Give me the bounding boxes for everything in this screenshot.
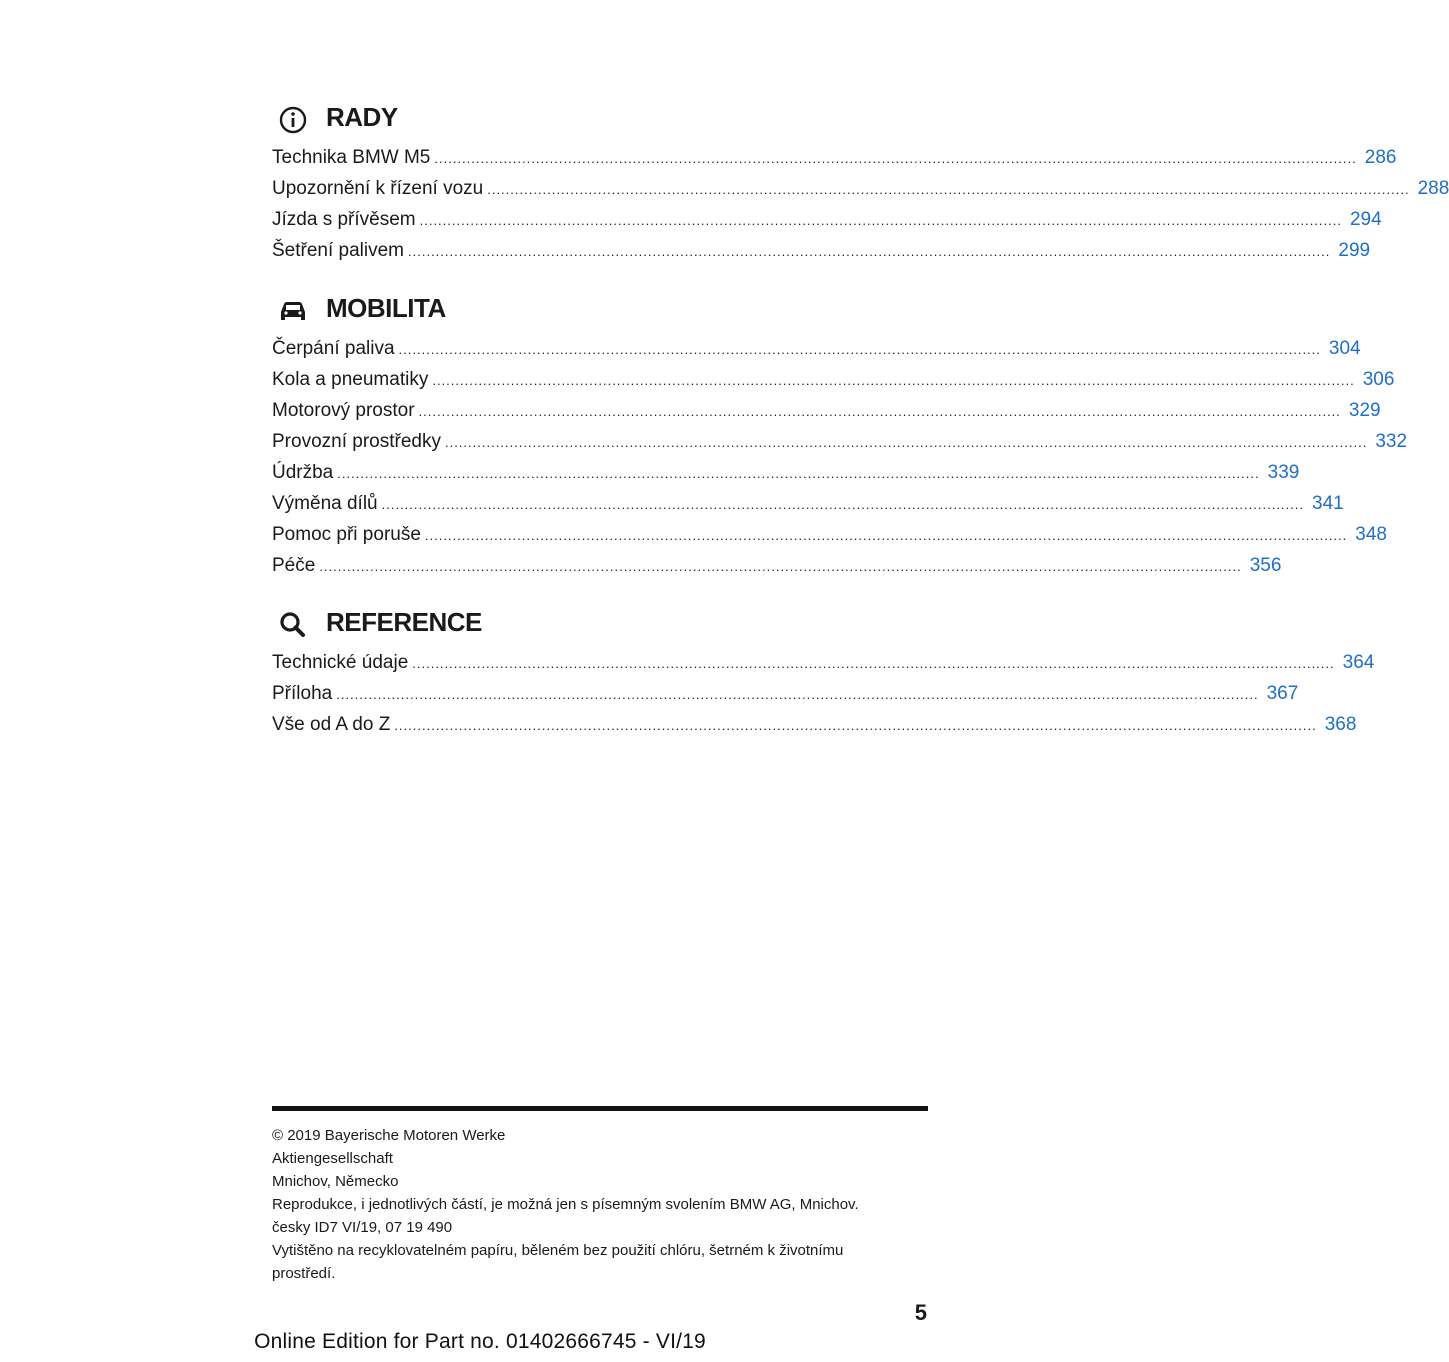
section-header bbox=[272, 100, 928, 140]
leader-dots: ........................................................................................................................................................................................................ bbox=[394, 718, 1317, 733]
toc-entry-page-link[interactable]: 339 bbox=[1267, 462, 1300, 483]
toc-entry-label: Jízda s přívěsem bbox=[272, 209, 416, 230]
toc-entry[interactable] bbox=[272, 457, 1300, 488]
toc-entry-page-link[interactable]: 299 bbox=[1338, 240, 1371, 261]
car-icon bbox=[276, 293, 310, 327]
divider-rule bbox=[272, 1106, 928, 1111]
toc-entry[interactable] bbox=[272, 709, 1357, 740]
imprint-line: © 2019 Bayerische Motoren Werke bbox=[272, 1127, 506, 1144]
toc-entry-page-link[interactable]: 367 bbox=[1266, 683, 1299, 704]
leader-dots: ........................................................................................................................................................................................................ bbox=[424, 528, 1348, 543]
section-rady bbox=[272, 100, 1449, 266]
toc-entry-label: Péče bbox=[272, 555, 316, 576]
toc-entry-label: Technika BMW M5 bbox=[272, 147, 431, 168]
imprint-line: Aktiengesellschaft bbox=[272, 1150, 393, 1167]
leader-dots: ........................................................................................................................................................................................................ bbox=[487, 182, 1410, 197]
toc-entry-label: Příloha bbox=[272, 683, 333, 704]
leader-dots: ........................................................................................................................................................................................................ bbox=[434, 151, 1357, 166]
leader-dots: ........................................................................................................................................................................................................ bbox=[419, 213, 1342, 228]
page-number: 5 bbox=[914, 1300, 927, 1325]
toc-entry[interactable] bbox=[272, 488, 1344, 519]
toc-entry-page-link[interactable]: 294 bbox=[1349, 209, 1382, 230]
imprint-line: Mnichov, Německo bbox=[272, 1173, 399, 1190]
imprint-line: Vytištěno na recyklovatelném papíru, běleném bez použití chlóru, šetrném k životnímu bbox=[272, 1242, 844, 1259]
leader-dots: ........................................................................................................................................................................................................ bbox=[337, 466, 1260, 481]
toc-entry[interactable] bbox=[272, 364, 1395, 395]
toc-entry[interactable] bbox=[272, 333, 1361, 364]
imprint-line: prostředí. bbox=[272, 1265, 336, 1282]
toc-entry-page-link[interactable]: 364 bbox=[1342, 652, 1375, 673]
section-header bbox=[272, 605, 928, 645]
toc-entry-label: Upozornění k řízení vozu bbox=[272, 178, 484, 199]
toc-entry[interactable] bbox=[272, 235, 1371, 266]
toc-entry-label: Šetření palivem bbox=[272, 240, 405, 261]
leader-dots: ........................................................................................................................................................................................................ bbox=[398, 342, 1321, 357]
leader-dots: ........................................................................................................................................................................................................ bbox=[432, 373, 1355, 388]
toc-entry[interactable] bbox=[272, 204, 1382, 235]
toc-entry[interactable] bbox=[272, 395, 1381, 426]
section-title: REFERENCE bbox=[326, 607, 482, 637]
toc-entry[interactable] bbox=[272, 142, 1397, 173]
toc-entry-page-link[interactable]: 306 bbox=[1362, 369, 1395, 390]
leader-dots: ........................................................................................................................................................................................................ bbox=[336, 687, 1259, 702]
toc-entry-label: Technické údaje bbox=[272, 652, 409, 673]
toc-entry-page-link[interactable]: 348 bbox=[1355, 524, 1387, 545]
imprint-line: česky ID7 VI/19, 07 19 490 bbox=[272, 1219, 453, 1236]
leader-dots: ........................................................................................................................................................................................................ bbox=[319, 559, 1242, 574]
toc-entry[interactable] bbox=[272, 678, 1299, 709]
toc-entry-label: Údržba bbox=[272, 462, 334, 483]
imprint bbox=[272, 1124, 928, 1285]
toc-entry-label: Výměna dílů bbox=[272, 493, 378, 514]
toc-entry-page-link[interactable]: 329 bbox=[1348, 400, 1381, 421]
toc-entry-page-link[interactable]: 288 bbox=[1417, 178, 1449, 199]
toc-entry[interactable] bbox=[272, 426, 1408, 457]
leader-dots: ........................................................................................................................................................................................................ bbox=[412, 656, 1335, 671]
toc-entry-page-link[interactable]: 286 bbox=[1364, 147, 1397, 168]
leader-dots: ........................................................................................................................................................................................................ bbox=[444, 435, 1368, 450]
toc-entry-label: Motorový prostor bbox=[272, 400, 415, 421]
toc-entry-label: Kola a pneumatiky bbox=[272, 369, 429, 390]
section-title: RADY bbox=[326, 102, 398, 132]
section-reference bbox=[272, 605, 1375, 740]
toc-entry-label: Čerpání paliva bbox=[272, 338, 395, 359]
toc-entry-page-link[interactable]: 341 bbox=[1312, 493, 1344, 514]
footer-edition-text: Online Edition for Part no. 01402666745 - VI/19 bbox=[254, 1330, 706, 1353]
section-mobilita bbox=[272, 291, 1408, 581]
toc-entry[interactable] bbox=[272, 647, 1375, 678]
toc-entry[interactable] bbox=[272, 550, 1282, 581]
toc-entry[interactable] bbox=[272, 519, 1387, 550]
toc-entry-page-link[interactable]: 332 bbox=[1375, 431, 1408, 452]
leader-dots: ........................................................................................................................................................................................................ bbox=[408, 244, 1331, 259]
toc-entry-label: Provozní prostředky bbox=[272, 431, 441, 452]
info-circle-icon bbox=[276, 102, 310, 136]
toc-entry-label: Pomoc při poruše bbox=[272, 524, 421, 545]
toc-entry-page-link[interactable]: 356 bbox=[1249, 555, 1282, 576]
leader-dots: ........................................................................................................................................................................................................ bbox=[418, 404, 1341, 419]
section-title: MOBILITA bbox=[326, 293, 446, 323]
leader-dots: ........................................................................................................................................................................................................ bbox=[381, 497, 1304, 512]
magnifier-icon bbox=[276, 607, 310, 641]
toc-entry-label: Vše od A do Z bbox=[272, 714, 391, 735]
toc-entry-page-link[interactable]: 368 bbox=[1324, 714, 1357, 735]
toc-entry[interactable] bbox=[272, 173, 1449, 204]
toc-entry-page-link[interactable]: 304 bbox=[1328, 338, 1361, 359]
imprint-line: Reprodukce, i jednotlivých částí, je možná jen s písemným svolením BMW AG, Mnichov. bbox=[272, 1196, 859, 1213]
section-header bbox=[272, 291, 928, 331]
